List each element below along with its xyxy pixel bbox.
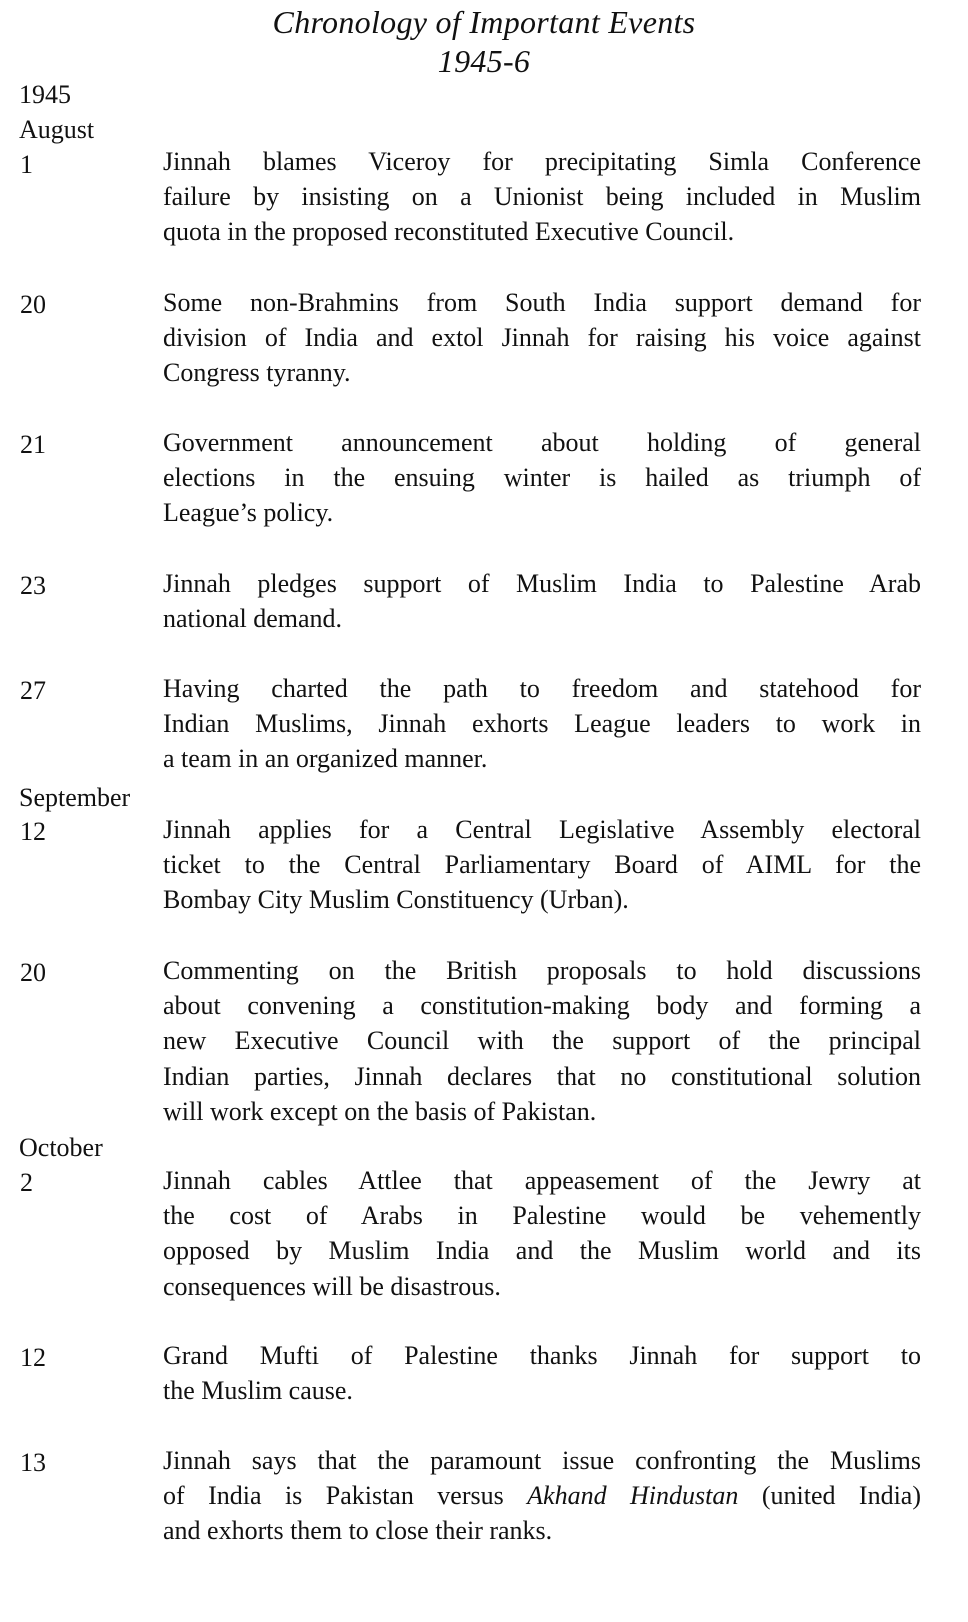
event-text-line: new Executive Council with the support of the principal	[163, 1026, 921, 1056]
event-text-line: Indian Muslims, Jinnah exhorts League leaders to work in	[163, 709, 921, 739]
event-text-line: Jinnah cables Attlee that appeasement of the Jewry at	[163, 1166, 921, 1195]
event-description	[163, 566, 921, 636]
event-text-segment: of India is Pakistan versus	[163, 1481, 528, 1511]
event-description	[163, 1338, 921, 1408]
month-label-october: October	[19, 1133, 103, 1162]
event-text-line: ticket to the Central Parliamentary Board of AIML for the	[163, 850, 921, 880]
month-label-august: August	[19, 115, 95, 144]
event-text-line: Jinnah applies for a Central Legislative Assembly electoral	[163, 815, 921, 844]
page-subtitle-years: 1945-6	[437, 43, 531, 79]
event-text-line: about convening a constitution-making body and forming a	[163, 991, 921, 1021]
event-text-line: Indian parties, Jinnah declares that no constitutional solution	[163, 1061, 921, 1091]
event-date: 13	[20, 1448, 46, 1477]
event-date: 23	[20, 571, 46, 600]
event-text-line: failure by insisting on a Unionist being included in Muslim	[163, 182, 921, 212]
event-date: 27	[20, 676, 46, 705]
event-description	[163, 671, 921, 777]
year-label: 1945	[19, 80, 71, 109]
page-title: Chronology of Important Events	[272, 4, 696, 40]
event-date: 21	[20, 430, 46, 459]
event-text-line: Grand Mufti of Palestine thanks Jinnah for support to	[163, 1341, 921, 1370]
event-description	[163, 812, 921, 918]
event-text-line: Congress tyranny.	[163, 358, 351, 388]
event-text-line: Jinnah pledges support of Muslim India to Palestine Arab	[163, 569, 921, 598]
event-text-line: quota in the proposed reconstituted Executive Council.	[163, 217, 735, 247]
event-text-line: Having charted the path to freedom and statehood for	[163, 674, 921, 703]
event-text-line: the Muslim cause.	[163, 1376, 353, 1406]
event-text-line: Jinnah says that the paramount issue confronting the Muslims	[163, 1446, 921, 1475]
event-text-line: opposed by Muslim India and the Muslim world and its	[163, 1236, 921, 1266]
event-text-line-mixed	[163, 1478, 921, 1513]
event-description	[163, 1163, 921, 1304]
event-date: 20	[20, 290, 46, 319]
event-date: 2	[20, 1168, 33, 1197]
event-text-line: Jinnah blames Viceroy for precipitating Simla Conference	[163, 147, 921, 176]
event-description	[163, 425, 921, 531]
event-description	[163, 144, 921, 250]
event-text-line: will work except on the basis of Pakistan.	[163, 1096, 597, 1126]
event-description	[163, 285, 921, 391]
event-date: 12	[20, 1343, 46, 1372]
event-text-line: a team in an organized manner.	[163, 744, 488, 774]
event-text-line: Government announcement about holding of general	[163, 428, 921, 457]
event-text-line: Commenting on the British proposals to hold discussions	[163, 956, 921, 985]
event-text-line: consequences will be disastrous.	[163, 1271, 501, 1301]
event-text-line: the cost of Arabs in Palestine would be vehemently	[163, 1201, 921, 1231]
event-text-segment: (united India)	[738, 1481, 921, 1511]
event-date: 12	[20, 817, 46, 846]
event-text-italic-term: Akhand Hindustan	[527, 1481, 739, 1511]
event-description	[163, 1443, 921, 1549]
event-text-line: Bombay City Muslim Constituency (Urban).	[163, 885, 629, 915]
event-date: 20	[20, 958, 46, 987]
month-label-september: September	[19, 783, 131, 812]
event-date: 1	[20, 150, 33, 179]
event-text-line: elections in the ensuing winter is hailed as triumph of	[163, 463, 921, 493]
event-description	[163, 953, 921, 1129]
event-text-line: national demand.	[163, 604, 343, 634]
event-text-line: Some non-Brahmins from South India support demand for	[163, 288, 921, 317]
event-text-line: and exhorts them to close their ranks.	[163, 1516, 553, 1546]
event-text-line: League’s policy.	[163, 498, 334, 528]
event-text-line: division of India and extol Jinnah for raising his voice against	[163, 323, 921, 353]
